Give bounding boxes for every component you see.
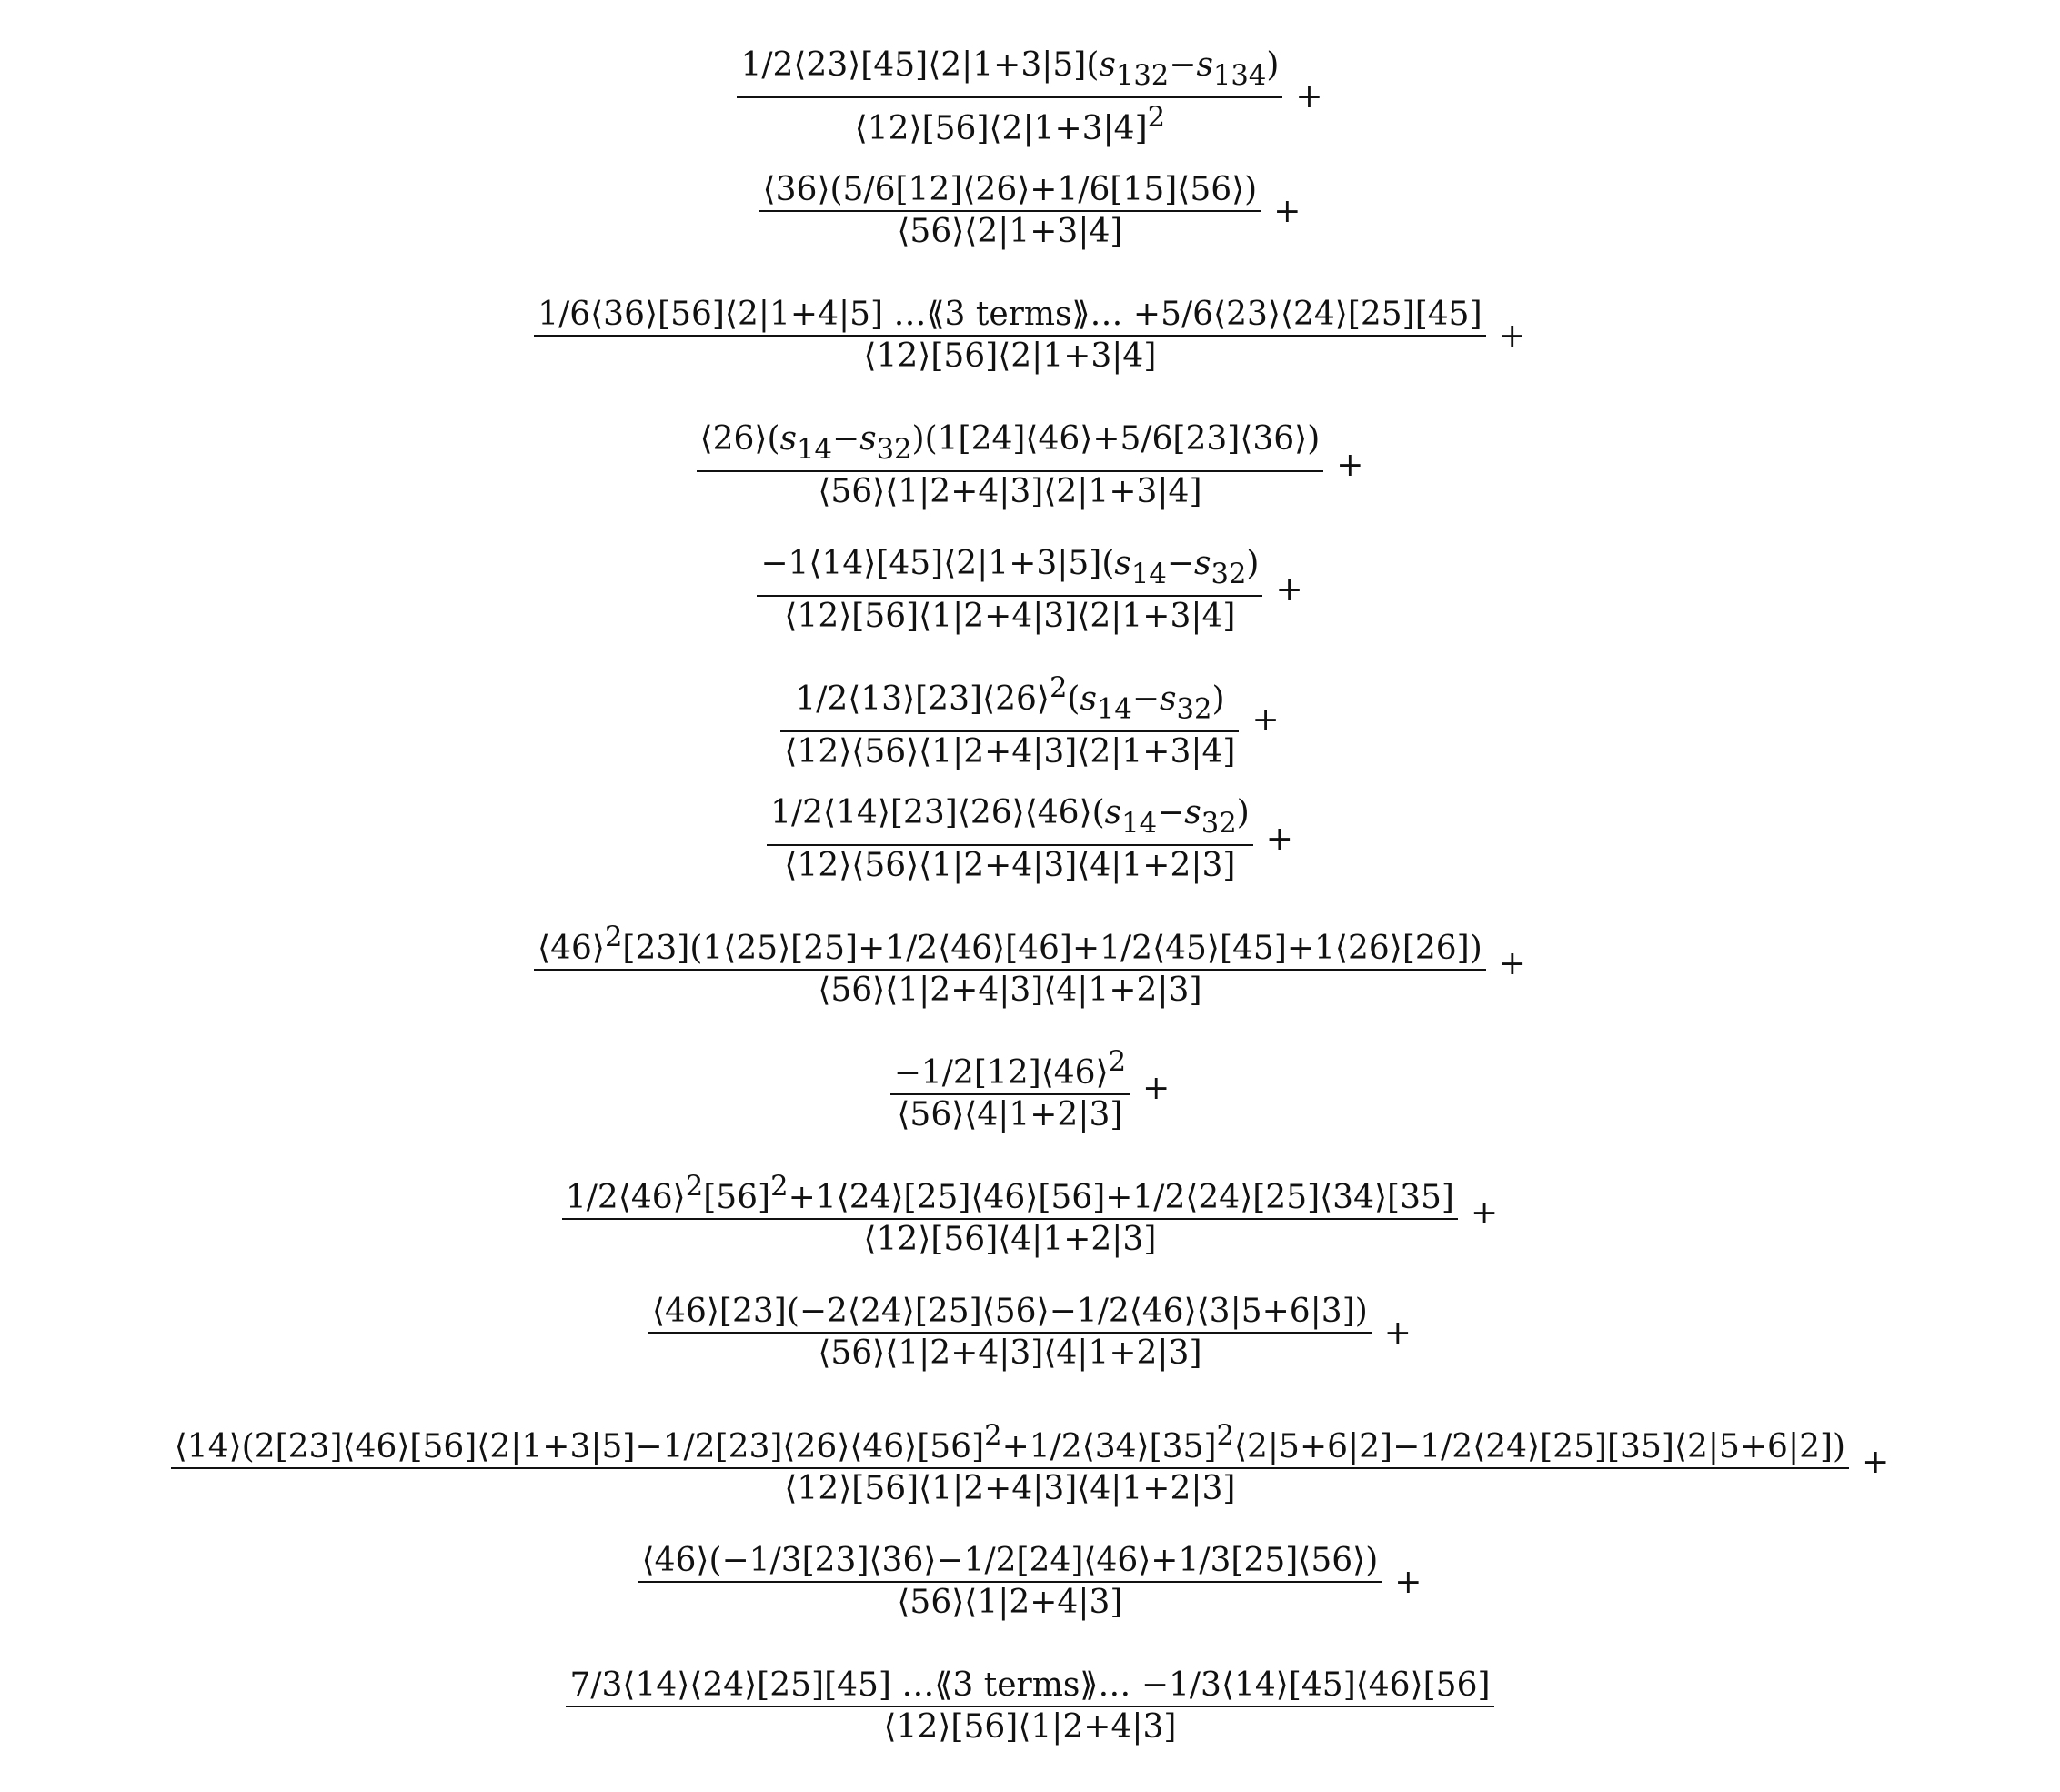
equation-term	[0, 1292, 2060, 1374]
denominator: ⟨12⟩[56]⟨1|2+4|3]	[883, 1708, 1177, 1746]
fraction	[534, 918, 1486, 1011]
denominator: ⟨56⟩⟨1|2+4|3]⟨2|1+3|4]	[818, 472, 1202, 510]
denominator: ⟨12⟩[56]⟨1|2+4|3]⟨2|1+3|4]	[784, 597, 1236, 635]
fraction	[534, 295, 1485, 377]
equation-term	[0, 1042, 2060, 1135]
equation-term	[0, 1666, 2060, 1747]
numerator: ⟨46⟩[23](−2⟨24⟩[25]⟨56⟩−1/2⟨46⟩⟨3|5+6|3])	[652, 1293, 1368, 1330]
plus-sign: +	[1142, 1070, 1171, 1108]
denominator: ⟨12⟩⟨56⟩⟨1|2+4|3]⟨4|1+2|3]	[784, 846, 1236, 884]
numerator: $1/2⟨46⟩^2[56]^2+1⟨24⟩[25]⟨46⟩[56]+1/2⟨24⟩[25]⟨34⟩[35]$	[565, 1171, 1454, 1216]
equation-term	[0, 918, 2060, 1011]
equation-term	[0, 669, 2060, 772]
denominator: ⟨12⟩[56]⟨4|1+2|3]	[863, 1220, 1157, 1258]
denominator: ⟨56⟩⟨4|1+2|3]	[897, 1095, 1123, 1133]
equation-term	[0, 1541, 2060, 1623]
fraction	[566, 1666, 1493, 1747]
plus-sign: +	[1336, 447, 1364, 485]
fraction	[697, 419, 1324, 512]
denominator: ⟨12⟩⟨56⟩⟨1|2+4|3]⟨2|1+3|4]	[784, 732, 1236, 770]
equation-term	[0, 1416, 2060, 1509]
fraction	[648, 1292, 1372, 1374]
plus-sign: +	[1295, 78, 1323, 116]
plus-sign: +	[1470, 1194, 1499, 1233]
denominator: ⟨56⟩⟨1|2+4|3]	[897, 1584, 1123, 1621]
numerator: $1/2⟨13⟩[23]⟨26⟩^2(s_{14}-s_{32})$	[795, 672, 1225, 726]
numerator: $⟨14⟩(2[23]⟨46⟩[56]⟨2|1+3|5]-1/2[23]⟨26⟩⟨46⟩[56]^2+1/2⟨34⟩[35]^2⟨2|5+6|2]-1/2⟨24⟩[25][35]⟨2|5+6|2$])	[174, 1420, 1846, 1465]
plus-sign: +	[1265, 820, 1293, 859]
numerator: 7/3⟨14⟩⟨24⟩[25][45] …⟪3 terms⟫… −1/3⟨14⟩[45]⟨46⟩[56]	[569, 1666, 1491, 1704]
denominator: ⟨56⟩⟨1|2+4|3]⟨4|1+2|3]	[818, 971, 1202, 1009]
equation-term	[0, 295, 2060, 377]
numerator: $1/2⟨14⟩[23]⟨26⟩⟨46⟩(s_{14}-s_{32})$	[770, 794, 1250, 840]
plus-sign: +	[1498, 317, 1526, 355]
numerator: $1/2⟨23⟩[45]⟨2|1+3|5](s_{132}-s_{134})$	[740, 46, 1280, 92]
equation-term	[0, 170, 2060, 252]
plus-sign: +	[1498, 945, 1526, 983]
fraction	[638, 1541, 1382, 1623]
plus-sign: +	[1383, 1314, 1412, 1352]
numerator: $⟨26⟩(s_{14}-s_{32})(1[24]⟨46⟩+5/6[23]⟨36⟩)$	[699, 420, 1321, 466]
fraction	[562, 1167, 1458, 1260]
plus-sign: +	[1275, 571, 1303, 609]
equation-term	[0, 1167, 2060, 1260]
fraction	[890, 1042, 1130, 1135]
plus-sign: +	[1273, 192, 1301, 230]
numerator: $-1⟨14⟩[45]⟨2|1+3|5](s_{14}-s_{32})$	[760, 545, 1260, 590]
plus-sign: +	[1251, 701, 1280, 740]
numerator: ⟨46⟩(−1/3[23]⟨36⟩−1/2[24]⟨46⟩+1/3[25]⟨56⟩)	[641, 1542, 1379, 1579]
fraction	[737, 45, 1282, 149]
plus-sign: +	[1862, 1444, 1890, 1482]
fraction	[780, 669, 1239, 772]
equation-term	[0, 793, 2060, 886]
plus-sign: +	[1394, 1563, 1422, 1601]
numerator: 1/6⟨36⟩[56]⟨2|1+4|5] …⟪3 terms⟫… +5/6⟨23⟩⟨24⟩[25][45]	[538, 296, 1482, 333]
equation-term	[0, 419, 2060, 512]
equation-term	[0, 544, 2060, 637]
fraction	[759, 170, 1261, 252]
equation-term	[0, 45, 2060, 149]
denominator: ⟨12⟩[56]⟨2|1+3|4]	[863, 337, 1157, 375]
numerator: ⟨36⟩(5/6[12]⟨26⟩+1/6[15]⟨56⟩)	[762, 171, 1258, 208]
fraction	[171, 1416, 1849, 1509]
denominator: ⟨56⟩⟨2|1+3|4]	[897, 213, 1123, 250]
numerator: ⟨46⟩$^2$[23](1⟨25⟩[25]+1/2⟨46⟩[46]+1/2⟨45⟩[45]+1⟨26⟩[26])	[538, 921, 1482, 967]
fraction	[767, 793, 1253, 886]
denominator: ⟨56⟩⟨1|2+4|3]⟨4|1+2|3]	[818, 1334, 1202, 1372]
denominator: ⟨12⟩[56]⟨1|2+4|3]⟨4|1+2|3]	[784, 1469, 1236, 1507]
numerator: −1/2[12]⟨46⟩$^2$	[893, 1046, 1127, 1092]
denominator: ⟨12⟩[56]⟨2|1+3|4]$^2$	[854, 101, 1166, 147]
fraction	[757, 544, 1262, 637]
